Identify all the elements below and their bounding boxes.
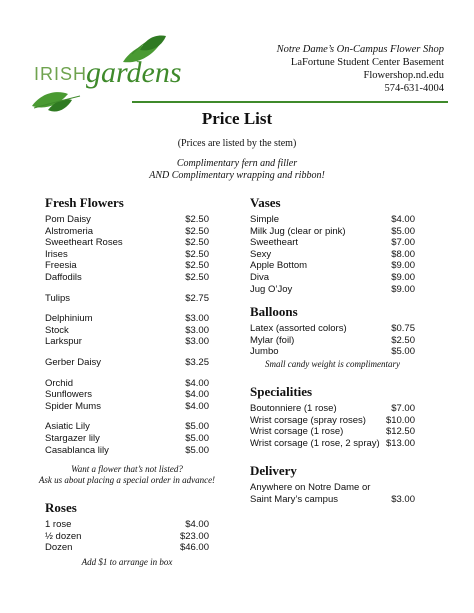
item-name: Daffodils: [45, 271, 82, 283]
shop-name: Notre Dame’s On-Campus Flower Shop: [276, 44, 444, 55]
item-name: 1 rose: [45, 519, 72, 531]
price-row: [45, 214, 209, 226]
vases-list: [250, 214, 415, 295]
item-price: $9.00: [391, 283, 415, 295]
item-price: $5.00: [391, 346, 415, 358]
roses-list: [45, 519, 209, 554]
price-row: [250, 323, 415, 335]
item-name: Sweetheart Roses: [45, 237, 123, 249]
item-name: Sunflowers: [45, 389, 92, 401]
page-subtitle: (Prices are listed by the stem): [177, 138, 297, 149]
price-row: [45, 336, 209, 348]
item-name: Larkspur: [45, 336, 82, 348]
item-price: $8.00: [391, 248, 415, 260]
item-name: Diva: [250, 271, 270, 283]
balloons-list: [250, 323, 415, 358]
shop-website: Flowershop.nd.edu: [363, 70, 444, 81]
specialities-heading: Specialities: [250, 383, 313, 399]
item-name: Orchid: [45, 377, 73, 389]
item-price: $7.00: [391, 402, 415, 414]
contact-info: [277, 43, 444, 95]
item-name: Tulips: [45, 292, 70, 304]
logo-irish-text: IRISH: [34, 64, 88, 84]
left-column: [38, 195, 216, 568]
complimentary-line: AND Complimentary wrapping and ribbon!: [149, 170, 325, 181]
roses-note: Add $1 to arrange in box: [81, 556, 173, 567]
item-price: $2.75: [185, 292, 209, 304]
item-price: $4.00: [185, 389, 209, 401]
page-title: Price List: [201, 109, 273, 128]
item-price: $2.50: [185, 237, 209, 249]
balloons-heading: Balloons: [250, 304, 298, 320]
price-row: [250, 438, 415, 450]
item-price: $13.00: [385, 437, 415, 449]
price-row: [45, 519, 209, 531]
item-price: $2.50: [185, 225, 209, 237]
item-name: Milk Jug (clear or pink): [250, 225, 346, 237]
item-name: Spider Mums: [45, 400, 101, 412]
price-row: [250, 272, 415, 284]
fresh-flowers-list: [45, 214, 209, 456]
specialities-list: [250, 403, 415, 449]
price-row: [250, 346, 415, 358]
item-price: $9.00: [391, 271, 415, 283]
item-price: $12.50: [385, 426, 415, 438]
item-name: Mylar (foil): [250, 334, 295, 346]
price-row: [250, 335, 415, 347]
item-price: $5.00: [185, 421, 209, 433]
complimentary-note: [0, 158, 474, 182]
item-price: $5.00: [185, 432, 209, 444]
item-price: $10.00: [385, 414, 415, 426]
item-price: $23.00: [179, 530, 209, 542]
price-row: [45, 389, 209, 401]
price-row: [250, 214, 415, 226]
item-name: Apple Bottom: [250, 260, 308, 272]
item-name: Alstromeria: [45, 225, 94, 237]
item-price: $2.50: [185, 248, 209, 260]
price-row: [45, 313, 209, 325]
item-name: Delphinium: [45, 313, 93, 325]
irish-gardens-logo: [28, 34, 188, 116]
item-name: Saint Mary’s campus: [250, 493, 338, 505]
price-row: [250, 226, 415, 238]
item-name: Jumbo: [250, 346, 279, 358]
item-price: $4.00: [185, 400, 209, 412]
price-row: [250, 284, 415, 296]
item-name: Asiatic Lily: [45, 421, 90, 433]
price-row: [45, 272, 209, 284]
price-row: [250, 237, 415, 249]
item-price: $46.00: [179, 542, 209, 554]
delivery-row: [250, 494, 415, 506]
item-name: Wrist corsage (1 rose): [250, 426, 344, 438]
item-name: Wrist corsage (spray roses): [250, 414, 366, 426]
right-column: [250, 195, 415, 506]
special-order-line: Want a flower that’s not listed?: [71, 464, 183, 475]
price-row: [250, 249, 415, 261]
item-price: $9.00: [391, 260, 415, 272]
item-name: Freesia: [45, 260, 77, 272]
item-price: $4.00: [391, 214, 415, 225]
item-name: Simple: [250, 214, 280, 225]
price-row: [250, 403, 415, 415]
price-row: [45, 226, 209, 238]
item-price: $5.00: [391, 225, 415, 237]
price-row: [45, 260, 209, 272]
item-name: Wrist corsage (1 rose, 2 spray): [250, 437, 380, 449]
item-price: $2.50: [185, 271, 209, 283]
price-row: [45, 357, 209, 369]
item-price: $3.00: [391, 493, 415, 505]
fresh-flowers-heading: Fresh Flowers: [45, 195, 124, 210]
item-name: Boutonniere (1 rose): [250, 402, 337, 414]
item-price: $3.25: [185, 356, 209, 368]
item-name: Pom Daisy: [45, 214, 91, 225]
price-row: [45, 401, 209, 413]
shop-location: LaFortune Student Center Basement: [290, 57, 444, 68]
special-order-line: Ask us about placing a special order in advance!: [38, 475, 216, 486]
item-name: Sweetheart: [250, 237, 299, 249]
item-name: Sexy: [250, 248, 272, 260]
item-price: $4.00: [185, 519, 209, 531]
complimentary-line: Complimentary fern and filler: [176, 158, 298, 169]
item-price: $0.75: [391, 323, 415, 335]
delivery-heading: Delivery: [250, 463, 297, 479]
balloons-note: Small candy weight is complimentary: [265, 358, 400, 369]
item-name: Casablanca lily: [45, 444, 109, 456]
special-order-note: [37, 464, 217, 486]
item-price: $4.00: [185, 377, 209, 389]
logo-gardens-text: gardens: [86, 56, 182, 89]
price-row: [250, 260, 415, 272]
price-row: [45, 421, 209, 433]
header-divider: [132, 101, 448, 103]
price-row: [45, 542, 209, 554]
delivery-line: Anywhere on Notre Dame or: [250, 482, 371, 494]
item-name: Jug O’Joy: [250, 283, 293, 295]
price-row: [45, 445, 209, 457]
roses-heading: Roses: [45, 500, 77, 516]
item-name: Gerber Daisy: [45, 356, 101, 368]
item-price: $3.00: [185, 324, 209, 336]
price-row: [250, 415, 415, 427]
item-name: Latex (assorted colors): [250, 323, 347, 335]
price-row: [45, 293, 209, 305]
price-row: [250, 426, 415, 438]
price-row: [45, 531, 209, 543]
item-name: ½ dozen: [45, 530, 82, 542]
item-price: $5.00: [185, 444, 209, 456]
item-name: Stock: [45, 324, 69, 336]
price-row: [45, 249, 209, 261]
item-price: $2.50: [185, 260, 209, 272]
shop-phone: 574-631-4004: [384, 83, 444, 94]
price-row: [45, 433, 209, 445]
price-row: [45, 237, 209, 249]
item-price: $3.00: [185, 336, 209, 348]
item-price: $2.50: [391, 334, 415, 346]
item-price: $7.00: [391, 237, 415, 249]
item-name: Irises: [45, 248, 68, 260]
item-price: $2.50: [185, 214, 209, 225]
item-name: Dozen: [45, 542, 73, 554]
item-name: Stargazer lily: [45, 432, 100, 444]
item-price: $3.00: [185, 313, 209, 325]
price-row: [45, 325, 209, 337]
vases-heading: Vases: [250, 195, 281, 210]
price-row: [45, 378, 209, 390]
